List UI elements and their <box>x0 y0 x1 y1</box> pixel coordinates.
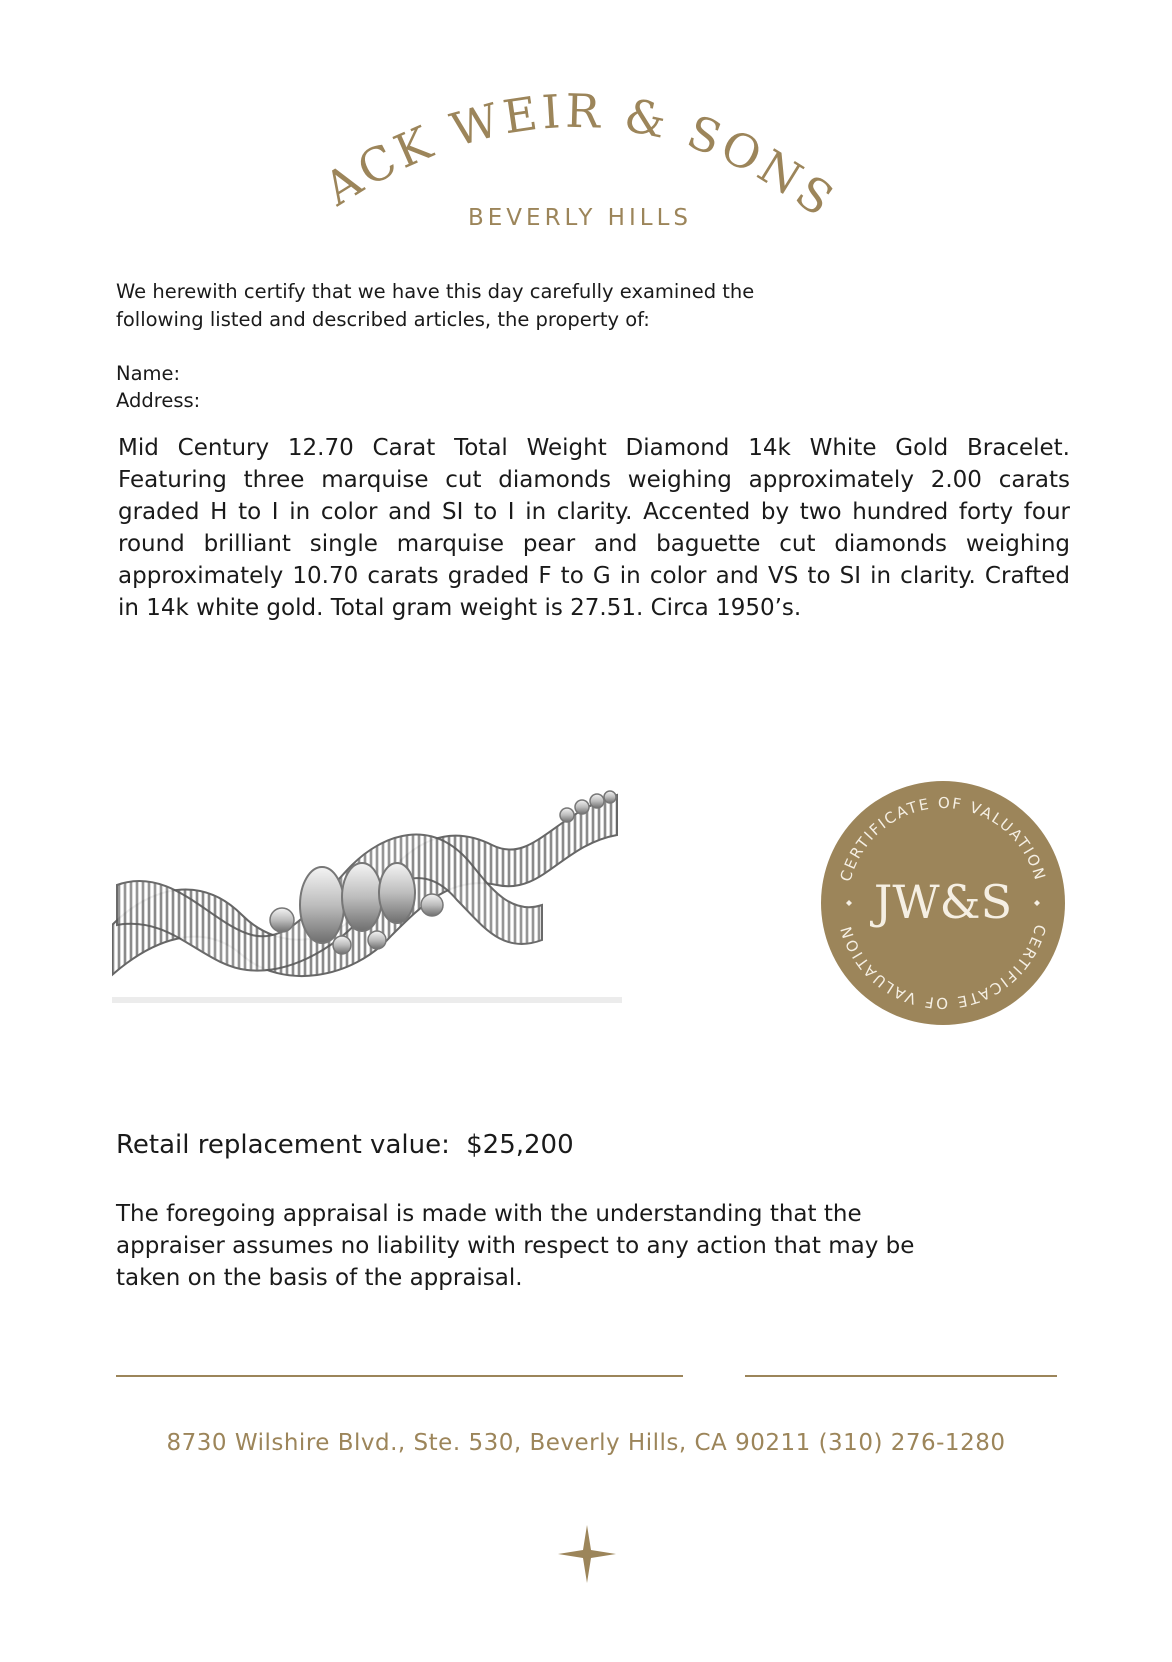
date-line <box>745 1375 1057 1377</box>
seal-ring-text-top: CERTIFICATE OF VALUATION <box>836 793 1050 884</box>
signature-line <box>116 1375 683 1377</box>
seal-ring-text-bottom: CERTIFICATE OF VALUATION <box>836 922 1050 1013</box>
name-label: Name: <box>116 362 181 385</box>
disclaimer-line: appraiser assumes no liability with respect to any action that may be <box>116 1233 915 1259</box>
retail-value-amount: $25,200 <box>466 1130 574 1160</box>
certification-intro <box>116 278 896 334</box>
brand-location: BEVERLY HILLS <box>468 205 692 231</box>
seal-monogram: JW&S <box>873 875 1013 929</box>
certificate-seal <box>818 778 1068 1028</box>
address-label: Address: <box>116 389 201 412</box>
disclaimer-line: taken on the basis of the appraisal. <box>116 1265 523 1291</box>
item-description: Mid Century 12.70 Carat Total Weight Diamond 14k White Gold Bracelet. Featuring three marquise cut diamonds weighing approximately 2.00 carats graded H to I in color and SI to I in clarity. Accented by two hundred forty four round brilliant single marquise pear and baguette cut diamonds weighing approximately 10.70 carats graded F to G in color and VS to SI in clarity. Crafted in 14k white gold. Total gram weight is 27.51. Circa 1950’s. <box>118 435 1070 621</box>
four-point-star-icon <box>558 1525 616 1583</box>
brand-name: JACK WEIR & SONS <box>288 19 847 229</box>
retail-value <box>116 1130 574 1160</box>
appraisal-disclaimer <box>116 1198 1016 1294</box>
intro-line: following listed and described articles, the property of: <box>116 308 650 331</box>
retail-value-label: Retail replacement value: <box>116 1130 450 1160</box>
intro-line: We herewith certify that we have this day carefully examined the <box>116 280 755 303</box>
diamond-bracelet-image <box>112 775 622 1020</box>
footer-address: 8730 Wilshire Blvd., Ste. 530, Beverly Hills, CA 90211 (310) 276-1280 <box>166 1430 1006 1456</box>
disclaimer-line: The foregoing appraisal is made with the understanding that the <box>116 1201 862 1227</box>
